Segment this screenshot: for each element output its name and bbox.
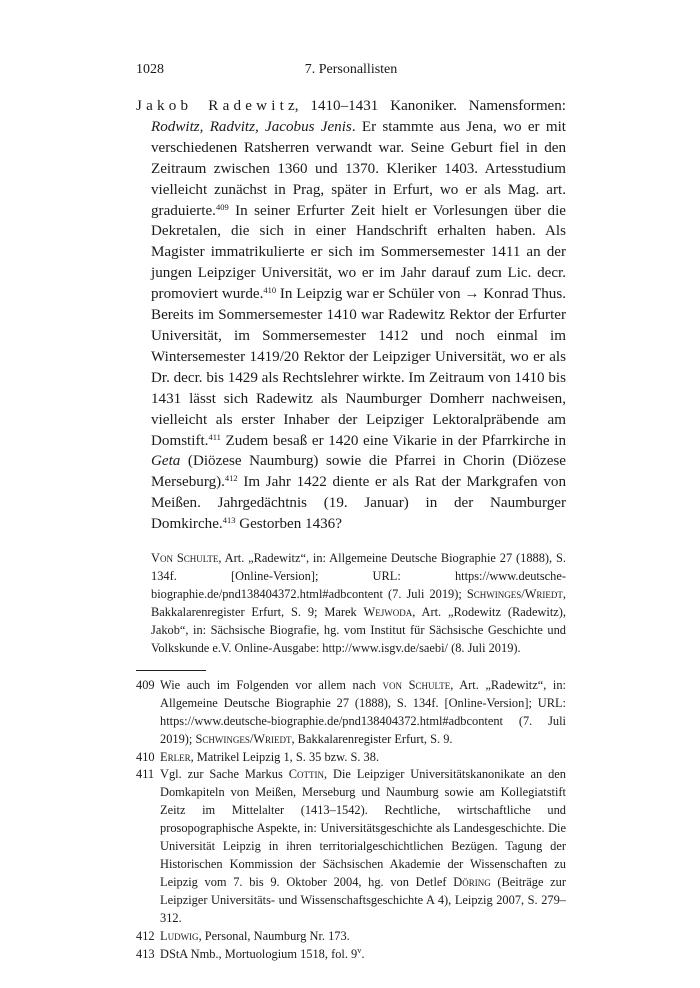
book-page: [136, 62, 566, 963]
running-head: 7. Personallisten: [304, 62, 398, 77]
footnote-text-part: , Matrikel Leipzig 1, S. 35 bzw. S. 38.: [190, 749, 380, 764]
footnote-410: [136, 749, 566, 767]
footnote-text-part: Wie auch im Folgenden vor allem nach: [160, 677, 383, 692]
entry-text: In Leipzig war er Schüler von → Konrad Thus. Bereits im Sommersemester 1410 war Radewitz Rektor der Erfurter Universität, im Sommersemester 1412 und noch einmal im Wintersemester 1419/20 Rektor der Leipziger Universität, wo er als Dr. decr. bis 1429 als Rechtslehrer wirkte. Im Zeitraum von 1410 bis 1431 lässt sich Radewitz als Naumburger Domherr nachweisen, vielleicht als erster Inhaber der Leipziger Lektoralpräbende am Domstift.: [151, 286, 567, 449]
footnote-text: [160, 946, 566, 964]
footnote-number: 413: [136, 946, 155, 961]
footnote-413: [136, 946, 566, 964]
footnote-divider: [136, 670, 206, 671]
author-name: Cottin: [288, 767, 324, 782]
footnote-409: [136, 677, 566, 749]
page-number: 1028: [136, 62, 164, 77]
author-name: Schwinges/Wriedt: [195, 731, 292, 746]
footnote-text-part: .: [361, 946, 365, 961]
footnote-ref-410[interactable]: 410: [263, 285, 277, 296]
entry-text: In seiner Erfurter Zeit hielt er Vorlesungen über die Dekretalen, die sich in einer Handschrift erhalten haben. Als Magister immatrikulierte er sich im Sommersemester 1411 an der jungen Leipziger Universität, wo er im Jahr darauf zum Lic. decr. promoviert wurde.: [151, 202, 566, 303]
entry-text: Zudem besaß er 1420 eine Vikarie in der Pfarrkirche in: [220, 432, 566, 449]
footnote-text-part: , Personal, Naumburg Nr. 173.: [198, 928, 350, 943]
author-name: Ludwig: [160, 928, 199, 943]
footnote-text-part: Vgl. zur Sache Markus: [160, 767, 289, 782]
author-name: Wejwoda: [363, 604, 413, 619]
source-text: , Art. „Radewitz“, in: Allgemeine Deutsche Biographie 27 (1888), S. 134f. [Online-Version]; URL: https://www.deutsche-biographie.de/pnd138404372.html#adbcontent (7. Juli 2019);: [151, 551, 567, 601]
footnote-number: 410: [136, 749, 155, 764]
footnotes: [136, 677, 566, 964]
footnote-ref-412[interactable]: 412: [224, 473, 238, 484]
folio-verso-mark: v: [357, 944, 362, 955]
entry-text: , 1410–1431 Kanoniker. Namensformen:: [294, 98, 566, 114]
footnote-number: 411: [136, 767, 155, 782]
footnote-411: [136, 766, 566, 927]
footnote-ref-413[interactable]: 413: [222, 515, 236, 526]
footnote-text: [160, 677, 566, 749]
footnote-text: [160, 749, 566, 767]
entry-text: (Diözese Naumburg) sowie die Pfarrei in Chorin (Diözese Merseburg).: [151, 453, 566, 491]
footnote-text-part: (Beiträge zur Leipziger Universitäts- und Wissenschaftsgeschichte A 4), Leipzig 2007, S. 279–312.: [160, 874, 566, 925]
footnote-text-part: , Art. „Radewitz“, in: Allgemeine Deutsche Biographie 27 (1888), S. 134f. [Online-Version]; URL: https://www.deutsche-biographie.de/pnd138404372.html#adbcontent (7. Juli 2019);: [160, 677, 566, 746]
page-header: [136, 62, 566, 84]
source-text: , Art. „Rodewitz (Radewitz), Jakob“, in: Sächsische Biografie, hg. vom Institut für Sächsische Geschichte und Volkskunde e.V. Online-Ausgabe: http://www.isgv.de/saebi/ (8. Juli 2019).: [151, 604, 566, 655]
entry-text: Im Jahr 1422 diente er als Rat der Markgrafen von Meißen. Jahrgedächtnis (19. Januar) in der Naumburger Domkirche.: [151, 474, 566, 533]
entry-text: . Er stammte aus Jena, wo er mit verschiedenen Ratsherren verwandt war. Seine Geburt fiel in den Zeitraum zwischen 1360 und 1370. Kleriker 1403. Artesstudium vielleicht zunächst in Prag, später in Erfurt, wo er als Mag. art. graduierte.: [151, 118, 566, 219]
footnote-412: [136, 928, 566, 946]
entry-name: Jakob Radewit: [136, 98, 289, 114]
author-name: Schwinges/Wriedt: [466, 586, 563, 601]
footnote-text-part: DStA Nmb., Mortuologium 1518, fol. 9: [160, 946, 358, 961]
footnote-ref-409[interactable]: 409: [215, 201, 229, 212]
footnote-number: 412: [136, 928, 155, 943]
author-name: Erler: [160, 749, 191, 764]
author-name: Von Schulte: [151, 551, 219, 566]
footnote-text-part: , Die Leipziger Universitätskanonikate an den Domkapiteln von Meißen, Merseburg und Naumburg sowie am Kollegiatstift Zeitz im Mittelalter (1413–1542). Rechtliche, wirtschaftliche und prosopographische Aspekte, in: Universitätsgeschichte als Landesgeschichte. Die Universität Leipzig in ihren territorialgeschichtlichen Bezügen. Tagung der Historischen Kommission der Sächsischen Akademie der Wissenschaften zu Leipzig vom 7. bis 9. Oktober 2004, hg. von Detlef: [160, 767, 566, 889]
footnote-text-part: , Bakkalarenregister Erfurt, S. 9.: [291, 731, 453, 746]
entry-text: Gestorben 1436?: [235, 516, 342, 533]
sources-paragraph: [136, 550, 566, 657]
footnote-text: [160, 766, 566, 927]
biographical-entry: [136, 96, 566, 535]
name-variants: Rodwitz, Radvitz, Jacobus Jenis: [151, 118, 352, 135]
place-name: Geta: [151, 453, 181, 470]
author-name: von Schulte: [382, 677, 451, 692]
entry-name-end: z: [288, 98, 295, 114]
footnote-ref-411[interactable]: 411: [208, 431, 221, 442]
author-name: Döring: [453, 874, 491, 889]
footnote-text: [160, 928, 566, 946]
footnote-number: 409: [136, 677, 155, 692]
source-text: , Bakkalarenregister Erfurt, S. 9; Marek: [151, 586, 566, 619]
